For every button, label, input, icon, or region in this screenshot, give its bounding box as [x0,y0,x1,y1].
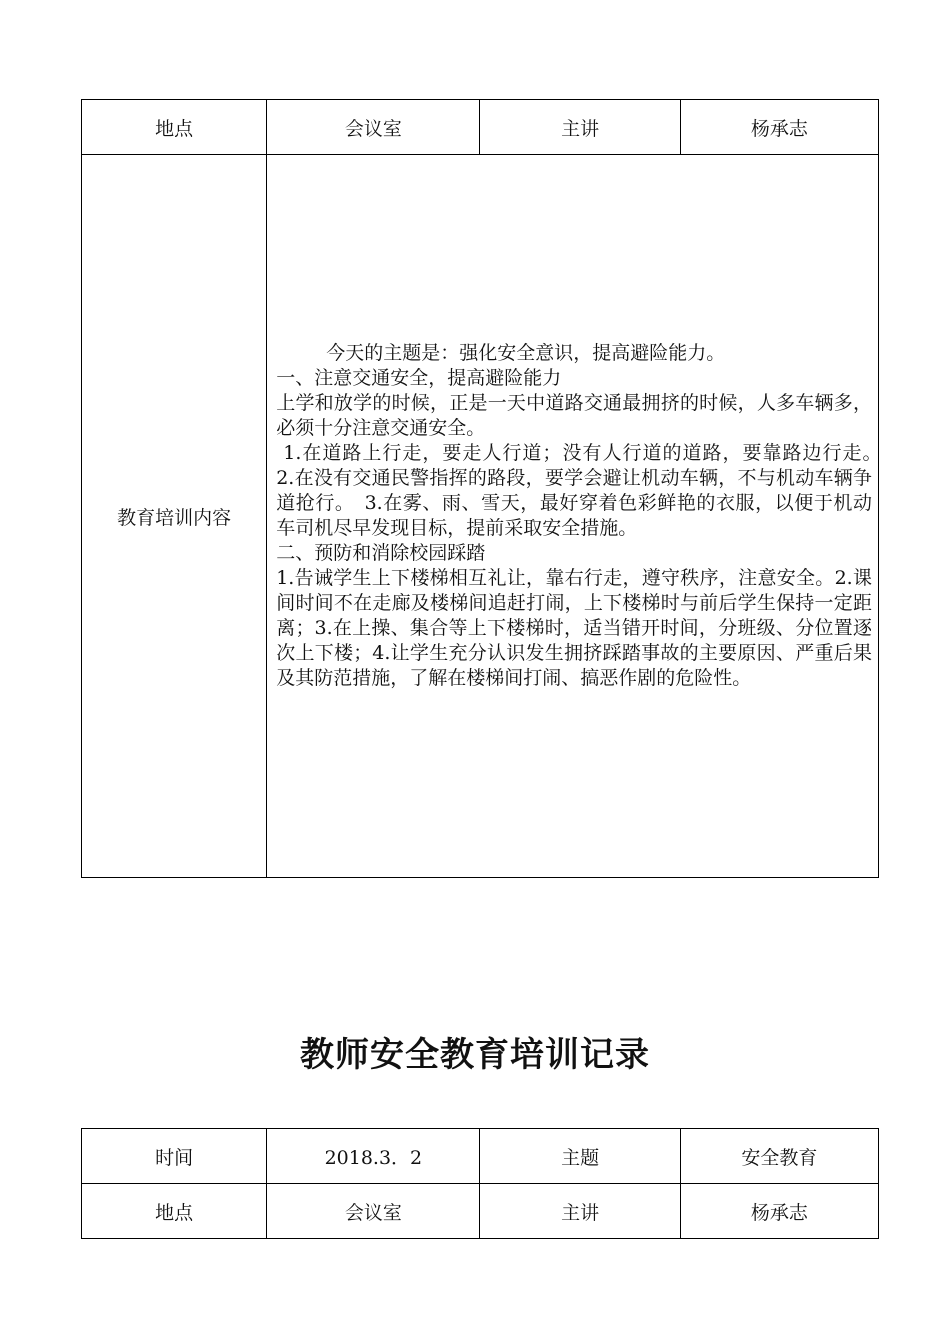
content-paragraph: 二、预防和消除校园踩踏 [276,542,486,564]
location-label: 地点 [82,1184,267,1239]
time-row [82,1129,879,1184]
speaker-value: 杨承志 [680,100,878,155]
content-paragraph: 1.在道路上行走，要走人行道；没有人行道的道路，要靠路边行走。 2.在没有交通民警指挥的路段，要学会避让机动车辆，不与机动车辆争道抢行。 3.在雾、雨、雪天，最好穿着色彩鲜艳的衣服，以便于机动车司机尽早发现目标，提前采取安全措施。 [276,442,930,539]
document-title: 教师安全教育培训记录 [300,1035,650,1075]
location-label: 地点 [82,100,267,155]
training-record-table-top [81,99,930,878]
content-label: 教育培训内容 [82,155,267,878]
speaker-value: 杨承志 [680,1184,878,1239]
topic-label: 主题 [480,1129,680,1184]
content-paragraph: 一、注意交通安全，提高避险能力 [276,367,562,389]
content-cell [267,155,930,878]
training-content [276,341,930,691]
content-paragraph: 今天的主题是：强化安全意识，提高避险能力。 [326,342,726,364]
time-label: 时间 [82,1129,267,1184]
speaker-label: 主讲 [480,100,680,155]
location-value: 会议室 [267,1184,480,1239]
training-record-table-bottom [81,1128,879,1239]
location-value: 会议室 [267,100,480,155]
content-paragraph: 1.告诫学生上下楼梯相互礼让，靠右行走，遵守秩序，注意安全。2.课间时间不在走廊及楼梯间追赶打闹，上下楼梯时与前后学生保持一定距离；3.在上操、集合等上下楼梯时，适当错开时间，分班级、分位置逐次上下楼；4.让学生充分认识发生拥挤踩踏事故的主要原因、严重后果及其防范措施，了解在楼梯间打闹、搞恶作剧的危险性。 [276,567,872,689]
content-paragraph: 上学和放学的时候，正是一天中道路交通最拥挤的时候，人多车辆多，必须十分注意交通安全。 [276,392,872,439]
speaker-label: 主讲 [480,1184,680,1239]
content-row [82,155,879,878]
time-value: 2018.3．2 [267,1129,480,1184]
location-row [82,1184,879,1239]
topic-value: 安全教育 [680,1129,878,1184]
location-row [82,100,879,155]
